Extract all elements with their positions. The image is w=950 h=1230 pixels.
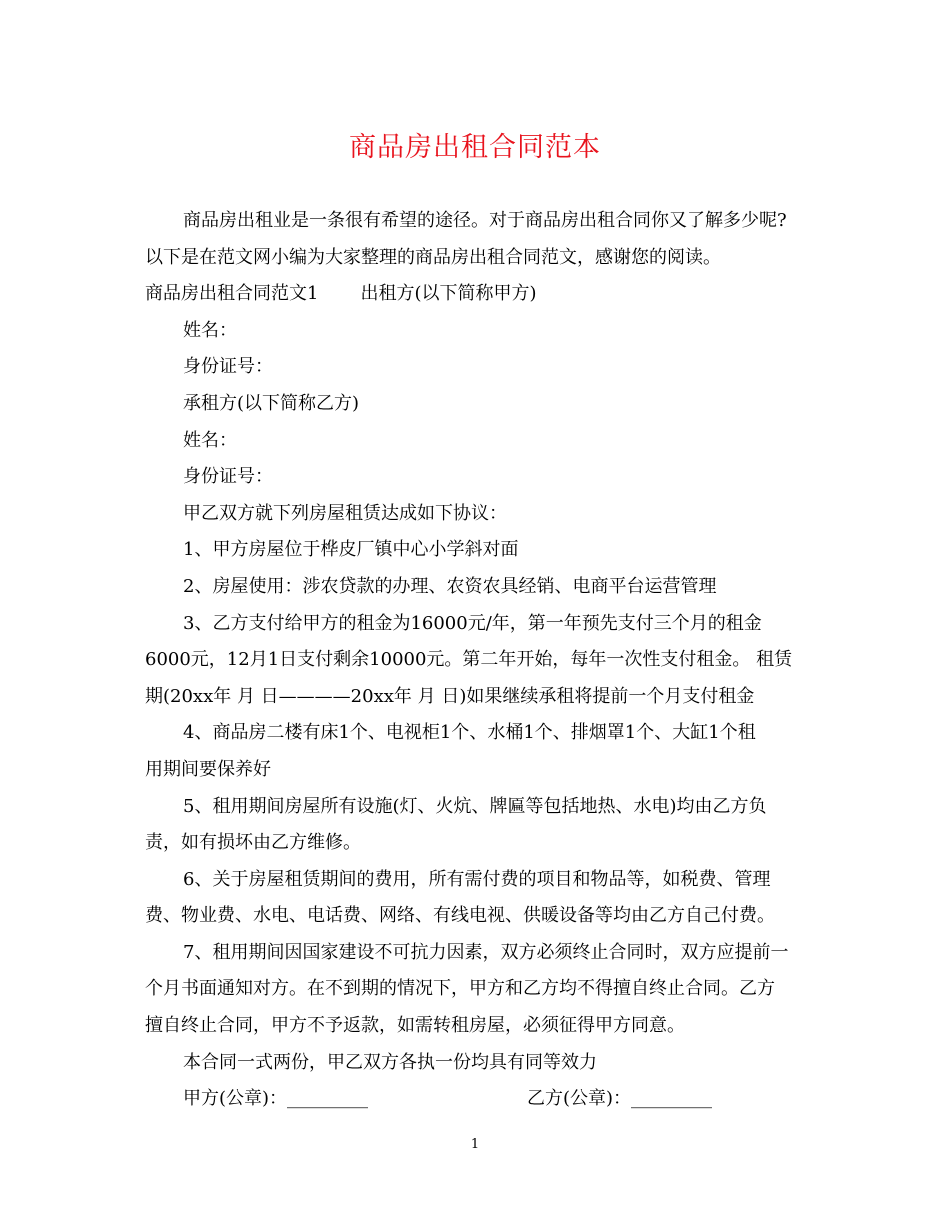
clause-4-line: 用期间要保养好 (145, 758, 271, 780)
clause-3-line: 6000元，12月1日支付剩余10000元。第二年开始，每年一次性支付租金。 租赁 (145, 649, 793, 671)
clause-6-line: 6、关于房屋租赁期间的费用，所有需付费的项目和物品等，如税费、管理 (183, 868, 771, 890)
closing-statement: 本合同一式两份，甲乙双方各执一份均具有同等效力 (183, 1051, 597, 1073)
section-heading-row (145, 276, 815, 313)
clause-7-line: 个月书面通知对方。在不到期的情况下，甲方和乙方均不得擅自终止合同。乙方 (145, 978, 775, 1000)
document-title: 商品房出租合同范本 (349, 132, 601, 163)
lessee-id-field: 身份证号： (183, 466, 273, 488)
signature-row (145, 1081, 815, 1118)
lessee-name-field: 姓名： (183, 429, 237, 451)
page-number: 1 (470, 1137, 480, 1152)
agreement-intro: 甲乙双方就下列房屋租赁达成如下协议： (183, 502, 507, 524)
lessor-id-field: 身份证号： (183, 356, 273, 378)
clause-5-line: 5、租用期间房屋所有设施(灯、火炕、牌匾等包括地热、水电)均由乙方负 (183, 795, 767, 817)
intro-line: 商品房出租业是一条很有希望的途径。对于商品房出租合同你又了解多少呢? (183, 210, 787, 231)
clause-2-line: 2、房屋使用：涉农贷款的办理、农资农具经销、电商平台运营管理 (183, 575, 717, 597)
clause-7-line: 7、租用期间因国家建设不可抗力因素，双方必须终止合同时，双方应提前一 (183, 941, 789, 963)
clause-3-line: 期(20xx年 月 日————20xx年 月 日)如果继续承租将提前一个月支付租金 (145, 685, 755, 707)
clause-1-line: 1、甲方房屋位于桦皮厂镇中心小学斜对面 (183, 539, 519, 561)
lessor-name-field: 姓名： (183, 319, 237, 341)
party-a-signature: 甲方(公章)：_________ (183, 1088, 369, 1110)
lessor-heading: 出租方(以下简称甲方) (360, 283, 537, 305)
clause-7-line: 擅自终止合同，甲方不予返款，如需转租房屋，必须征得甲方同意。 (145, 1015, 685, 1037)
document-body (145, 203, 815, 1118)
clause-6-line: 费、物业费、水电、电话费、网络、有线电视、供暖设备等均由乙方自己付费。 (145, 905, 775, 927)
clause-4-line: 4、商品房二楼有床1个、电视柜1个、水桶1个、排烟罩1个、大缸1个租 (183, 722, 756, 744)
section-heading: 商品房出租合同范文1 (145, 283, 319, 305)
lessee-heading: 承租方(以下简称乙方) (183, 392, 360, 414)
clause-5-line: 责，如有损坏由乙方维修。 (145, 832, 361, 854)
party-b-signature: 乙方(公章)：_________ (527, 1088, 713, 1110)
intro-line: 以下是在范文网小编为大家整理的商品房出租合同范文，感谢您的阅读。 (145, 246, 721, 268)
clause-3-line: 3、乙方支付给甲方的租金为16000元/年，第一年预先支付三个月的租金 (183, 612, 762, 634)
